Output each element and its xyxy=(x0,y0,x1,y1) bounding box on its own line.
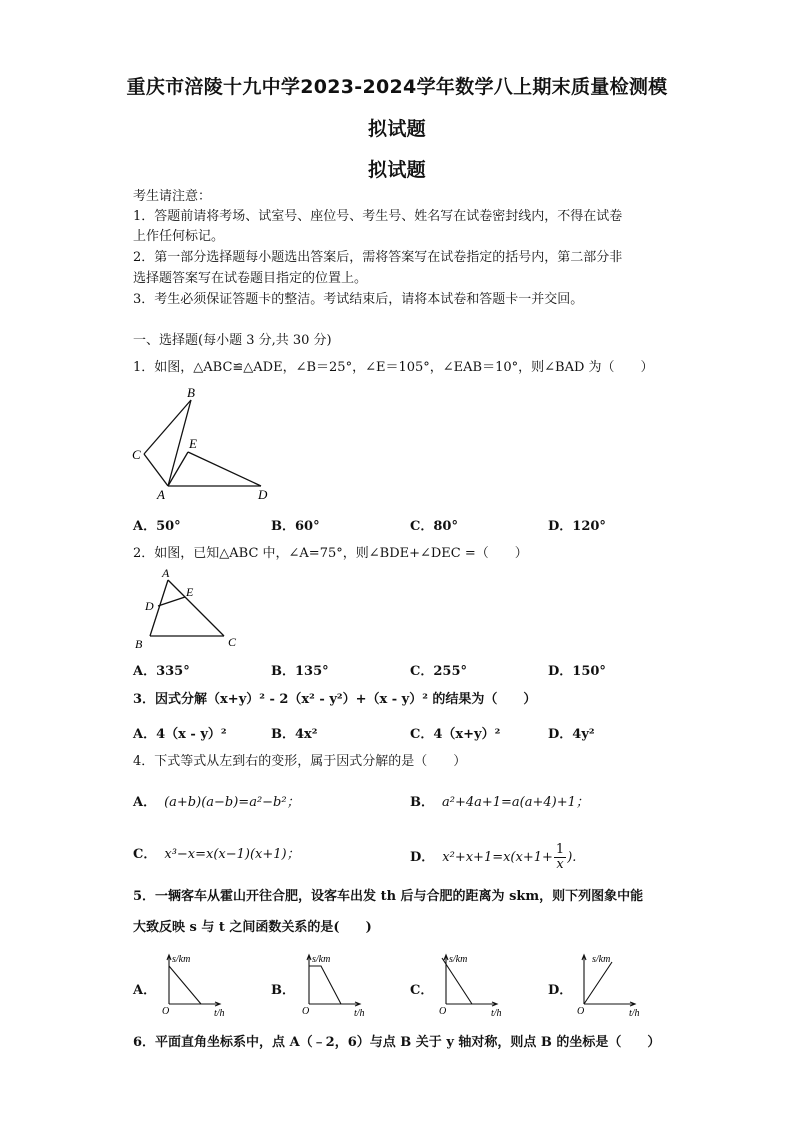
q1-option-d[interactable]: D．120° xyxy=(548,519,606,534)
q5-option-d[interactable]: D． xyxy=(548,983,573,998)
graph-a-line xyxy=(169,966,201,1004)
question-1-figure xyxy=(128,382,278,504)
vertex-label-c: C xyxy=(228,635,237,649)
vertex-label-c: C xyxy=(132,447,141,462)
q4-option-d[interactable] xyxy=(410,843,576,872)
q4-option-a-letter: A． xyxy=(133,795,157,810)
x-axis-label: t/h xyxy=(629,1008,640,1019)
vertex-label-b: B xyxy=(187,385,195,400)
q5-graph-a xyxy=(157,950,237,1020)
q4-option-a[interactable] xyxy=(133,791,300,810)
q2-option-d[interactable]: D．150° xyxy=(548,664,606,679)
q5-option-a[interactable]: A． xyxy=(133,983,157,998)
fraction-numerator: 1 xyxy=(555,842,565,857)
q2-option-b[interactable]: B．135° xyxy=(271,664,329,679)
origin-label: O xyxy=(577,1006,585,1017)
vertex-label-b: B xyxy=(135,637,143,651)
notice-item: 2．第一部分选择题每小题选出答案后，需将答案写在试卷指定的括号内，第二部分非 xyxy=(133,250,623,265)
segment-ed xyxy=(188,452,261,486)
graph-b-line xyxy=(309,966,341,1004)
q4-option-c-letter: C． xyxy=(133,847,157,862)
vertex-label-a: A xyxy=(162,566,170,580)
q3-option-d[interactable]: D．4y² xyxy=(548,727,595,742)
notice-item: 选择题答案写在试卷题目指定的位置上。 xyxy=(133,271,368,286)
q4-option-c-math: x³−x=x(x−1)(x+1)； xyxy=(164,847,300,862)
q5-option-c[interactable]: C． xyxy=(410,983,434,998)
origin-label: O xyxy=(302,1006,310,1017)
y-axis-label: s/km xyxy=(172,954,191,965)
vertex-label-d: D xyxy=(145,599,154,613)
q3-option-c[interactable]: C．4（x+y）² xyxy=(410,727,501,742)
question-5-stem-line1: 5．一辆客车从霍山开往合肥，设客车出发 th 后与合肥的距离为 skm，则下列图象中能 xyxy=(133,889,644,904)
q4-option-c[interactable] xyxy=(133,843,300,862)
fraction-denominator: x xyxy=(556,857,564,872)
q1-option-c[interactable]: C．80° xyxy=(410,519,458,534)
q5-graph-b xyxy=(297,950,377,1020)
question-5-stem-line2: 大致反映 s 与 t 之间函数关系的是( ) xyxy=(133,920,372,935)
notice-heading: 考生请注意： xyxy=(133,189,212,204)
origin-label: O xyxy=(162,1006,170,1017)
origin-label: O xyxy=(439,1006,447,1017)
q4-option-d-tail: ). xyxy=(567,850,577,865)
exam-title-line3: 拟试题 xyxy=(368,159,426,181)
question-2-figure xyxy=(130,566,242,652)
question-6-stem: 6．平面直角坐标系中，点 A（﹣2，6）与点 B 关于 y 轴对称，则点 B 的坐标是（ ） xyxy=(133,1035,661,1050)
x-axis-label: t/h xyxy=(354,1008,365,1019)
q5-graph-d xyxy=(572,950,652,1020)
question-3-stem: 3．因式分解（x+y）² - 2（x² - y²）+（x - y）² 的结果为（ ） xyxy=(133,692,537,707)
y-axis-label: s/km xyxy=(449,954,468,965)
notice-item: 1．答题前请将考场、试室号、座位号、考生号、姓名写在试卷密封线内，不得在试卷 xyxy=(133,209,623,224)
q1-option-a[interactable]: A．50° xyxy=(133,519,181,534)
question-1-stem: 1．如图，△ABC≌△ADE，∠B＝25°，∠E＝105°，∠EAB＝10°，则∠BAD 为（ ） xyxy=(133,360,654,375)
notice-item: 上作任何标记。 xyxy=(133,229,225,244)
vertex-label-e: E xyxy=(189,436,197,451)
q4-option-d-letter: D． xyxy=(410,850,435,865)
q4-option-b-letter: B． xyxy=(410,795,434,810)
q3-option-a[interactable]: A．4（x - y）² xyxy=(133,727,227,742)
q3-option-b[interactable]: B．4x² xyxy=(271,727,318,742)
vertex-label-e: E xyxy=(186,585,194,599)
vertex-label-d: D xyxy=(258,487,268,502)
section-heading: 一、选择题(每小题 3 分,共 30 分) xyxy=(133,333,332,348)
segment-ae xyxy=(168,452,188,486)
q4-option-a-math: (a+b)(a−b)=a²−b²； xyxy=(164,795,300,810)
q4-option-b-math: a²+4a+1=a(a+4)+1； xyxy=(442,795,589,810)
q4-option-d-math: x²+x+1=x(x+1+ xyxy=(442,850,553,865)
question-2-stem: 2．如图，已知△ABC 中，∠A=75°，则∠BDE+∠DEC =（ ） xyxy=(133,546,528,561)
graph-d-line xyxy=(584,962,612,1004)
exam-title-line2: 拟试题 xyxy=(368,118,426,140)
exam-title-line1: 重庆市涪陵十九中学2023-2024学年数学八上期末质量检测模 xyxy=(126,76,668,98)
y-axis-label: s/km xyxy=(312,954,331,965)
notice-item: 3．考生必须保证答题卡的整洁。考试结束后，请将本试卷和答题卡一并交回。 xyxy=(133,292,584,307)
q5-graph-c xyxy=(434,950,514,1020)
x-axis-label: t/h xyxy=(491,1008,502,1019)
fraction-one-over-x xyxy=(554,843,566,872)
q1-option-b[interactable]: B．60° xyxy=(271,519,320,534)
question-4-stem: 4．下式等式从左到右的变形，属于因式分解的是（ ） xyxy=(133,754,467,769)
vertex-label-a: A xyxy=(157,487,165,502)
q2-option-a[interactable]: A．335° xyxy=(133,664,190,679)
x-axis-label: t/h xyxy=(214,1008,225,1019)
segment-ac xyxy=(168,580,224,636)
q4-option-b[interactable] xyxy=(410,791,589,810)
y-axis-label: s/km xyxy=(592,954,611,965)
segment-ac xyxy=(144,454,168,486)
q2-option-c[interactable]: C．255° xyxy=(410,664,467,679)
q5-option-b[interactable]: B． xyxy=(271,983,295,998)
